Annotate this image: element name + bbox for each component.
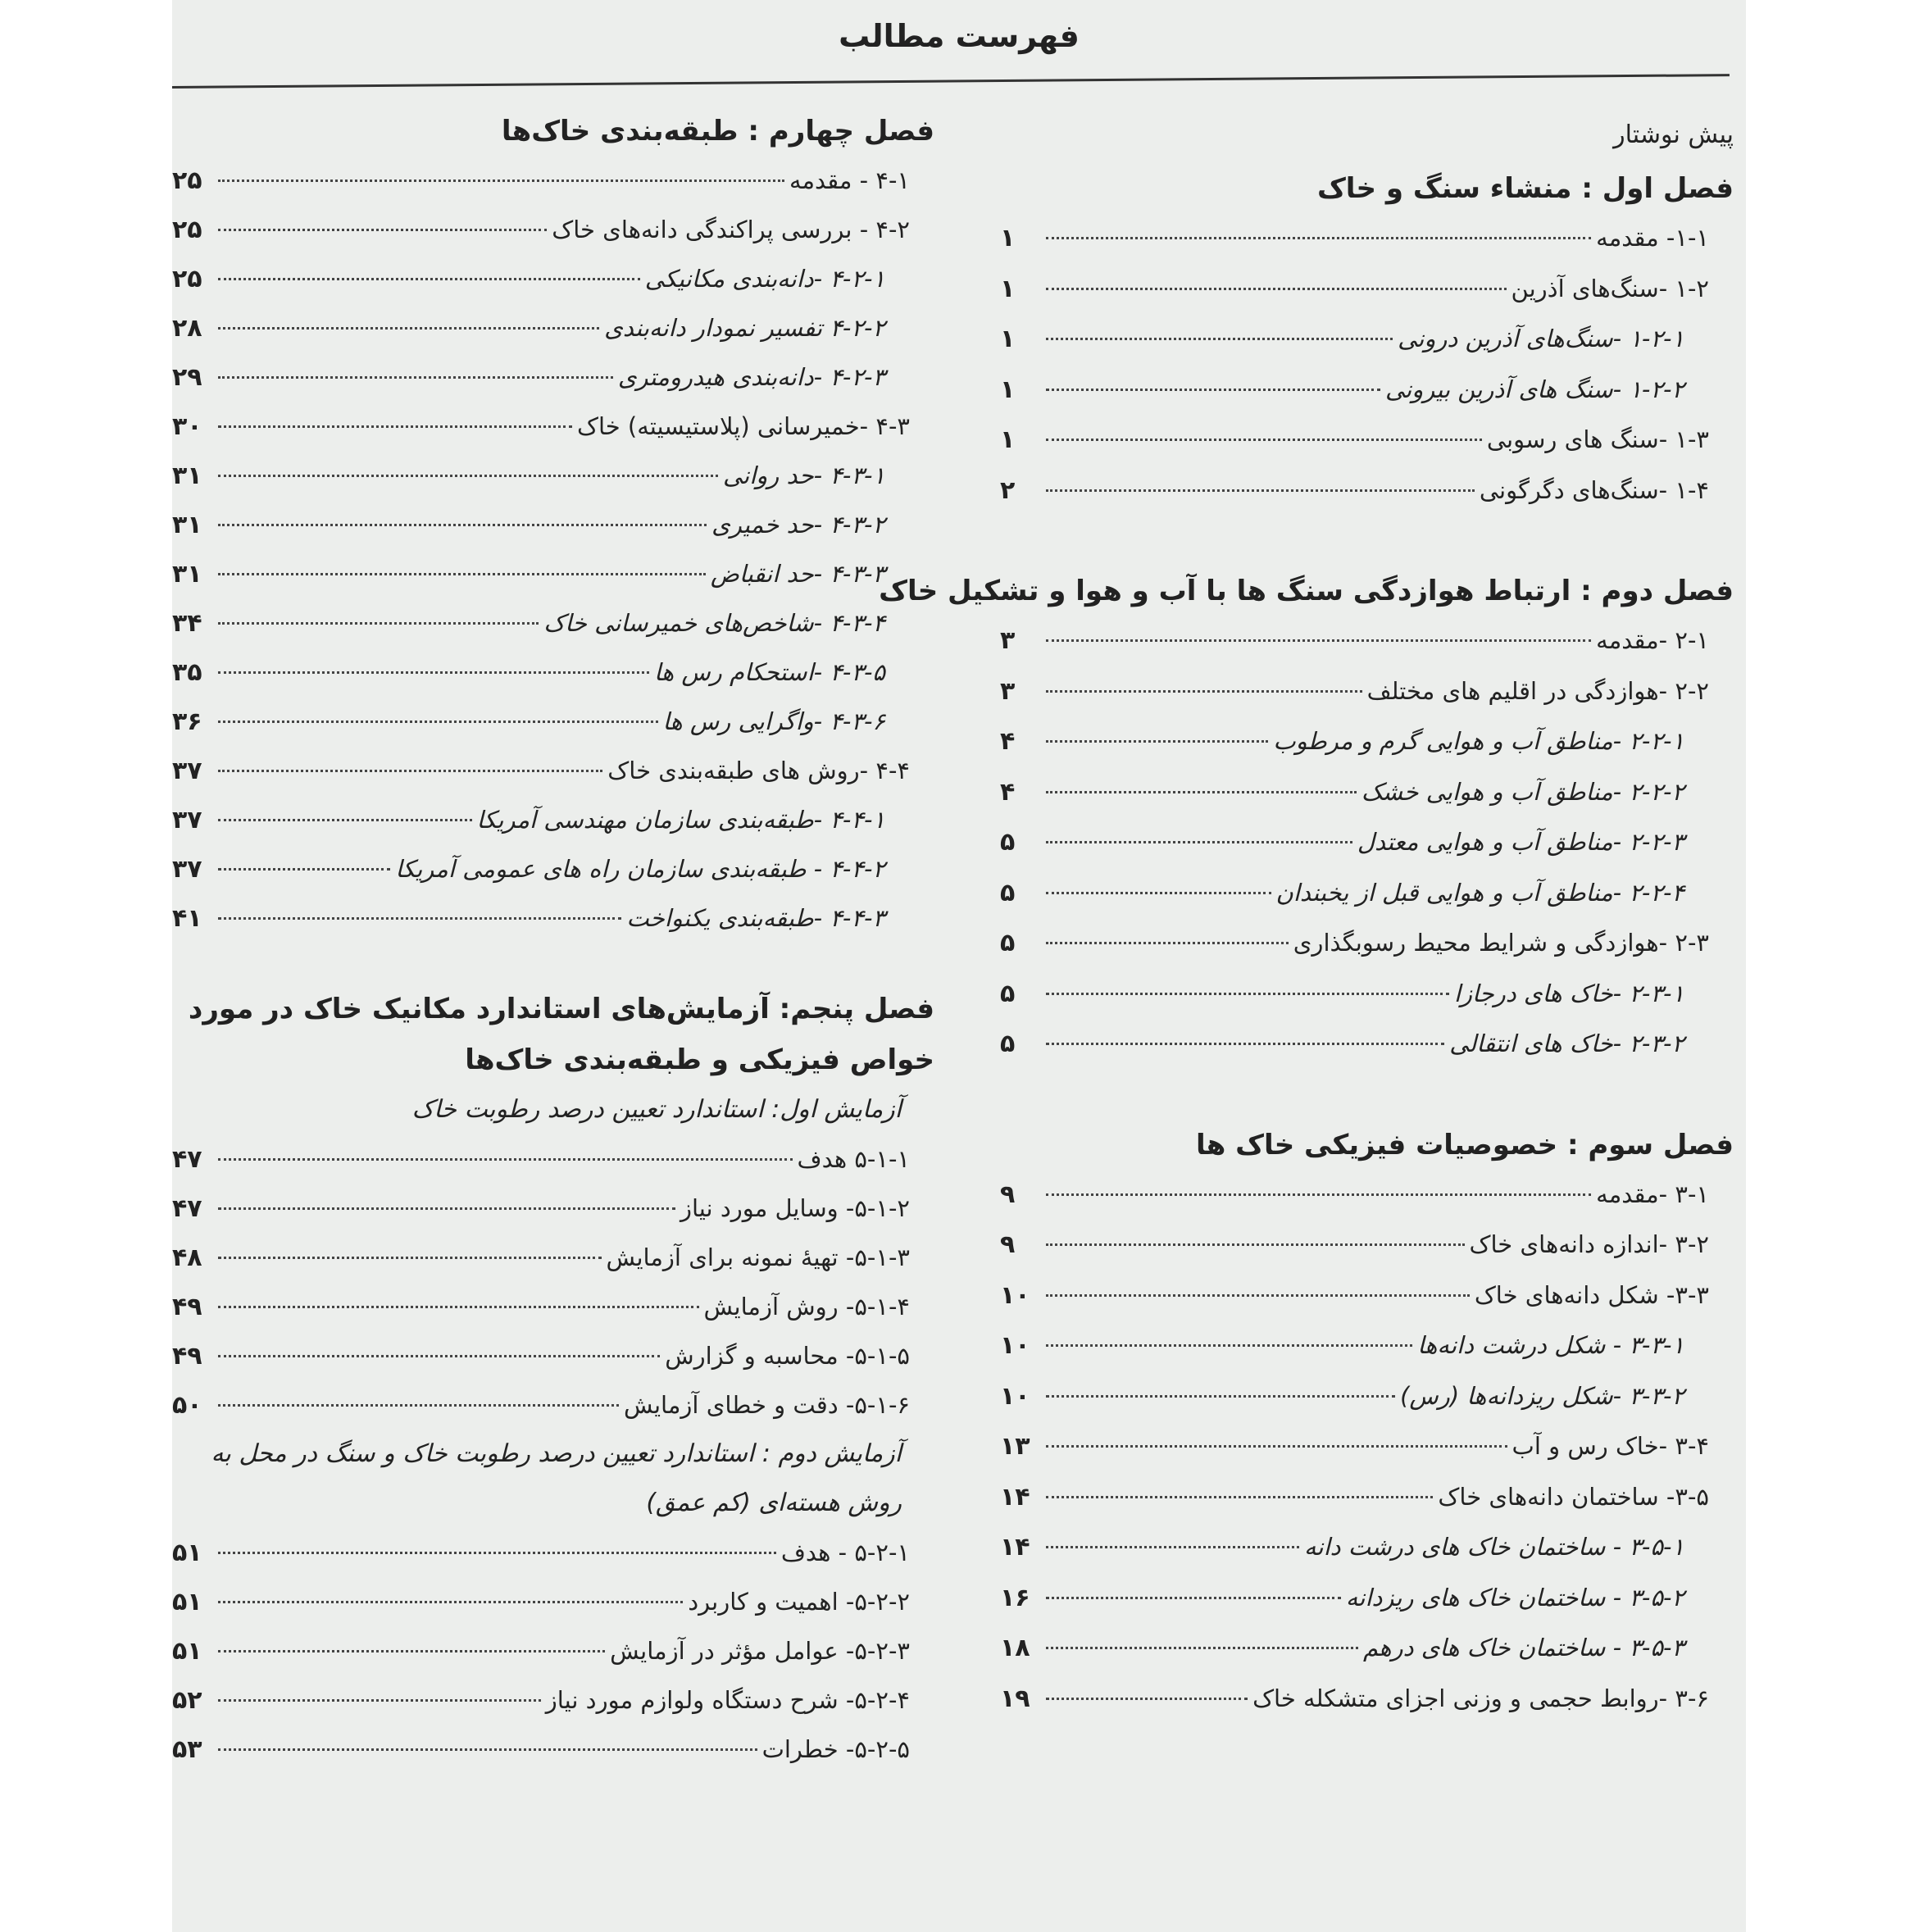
toc-entry [1000,616,1734,666]
toc-entry [1000,1623,1734,1674]
toc-entry [172,1380,934,1430]
dot-leader [1046,389,1380,391]
dot-leader [218,278,640,280]
toc-entry [172,844,934,893]
toc-entry-page: ۲۵ [172,216,202,244]
toc-entry-page: ۱۰ [1000,1331,1030,1360]
toc-entry-label: ۳-۶ -روابط حجمی و وزنی اجزای متشکله خاک [1252,1684,1709,1712]
toc-entry [1000,666,1734,717]
toc-entry [1000,1472,1734,1523]
toc-entry-page: ۳۱ [172,461,202,490]
toc-entry-label: ۲-۲-۴ -مناطق آب و هوایی قبل از یخبندان [1275,878,1684,907]
toc-entry-label: ۲-۳-۲ -خاک های انتقالی [1449,1030,1684,1057]
toc-entry [172,1725,934,1774]
toc-entry [172,1331,934,1380]
toc-entry-label: ۳-۵-۱ - ساختمان خاک های درشت دانه [1304,1533,1684,1561]
toc-entry-label: ۳-۳-۲ -شکل ریزدانه‌ها (رس) [1400,1381,1684,1410]
dot-leader [218,671,649,674]
toc-entry [1000,1371,1734,1422]
dot-leader [218,770,602,772]
toc-entry-page: ۱ [1000,224,1016,252]
toc-entry-page: ۱۳ [1000,1432,1030,1461]
toc-entry [172,402,934,451]
dot-leader [1046,1243,1465,1246]
toc-entry-label: ۴-۳-۱ -حد روانی [722,461,885,489]
toc-entry-label: ۳-۵- ساختمان دانه‌های خاک [1438,1482,1709,1511]
toc-entry [1000,1019,1734,1070]
toc-entry [172,795,934,844]
toc-entry-label: ۴-۳ -خمیرسانی (پلاستیسیته) خاک [576,412,910,440]
dot-leader [1046,942,1289,944]
toc-entry [172,1675,934,1725]
chapter-4-heading: فصل چهارم : طبقه‌بندی خاک‌ها [501,115,934,148]
toc-entry [1000,365,1734,416]
toc-entry-label: ۵-۲-۴- شرح دستگاه ولوازم مورد نیاز [545,1686,910,1714]
toc-entry-page: ۳۵ [172,658,202,687]
test-1-heading: آزمایش اول: استاندارد تعیین درصد رطوبت خاک [411,1095,902,1124]
toc-entry-label: ۱-۲-۱ -سنگ‌های آذرین درونی [1398,325,1684,352]
toc-entry-page: ۲۹ [172,363,202,392]
toc-entry-label: ۵-۲-۵- خطرات [761,1735,910,1763]
toc-entry-page: ۵۰ [172,1391,202,1420]
chapter-3-entries [1000,1170,1734,1725]
toc-entry [1000,1522,1734,1573]
toc-entry [172,1134,934,1184]
toc-entry [1000,1220,1734,1271]
book-page [172,0,1746,1932]
toc-entry-page: ۴۸ [172,1243,202,1272]
toc-entry [1000,1573,1734,1624]
toc-entry-label: ۲-۳ -هوازدگی و شرایط محیط رسوبگذاری [1293,929,1709,957]
toc-entry-page: ۵۳ [172,1735,202,1764]
dot-leader [218,180,784,182]
toc-entry [172,205,934,254]
toc-entry-page: ۲۵ [172,265,202,293]
dot-leader [218,425,572,428]
toc-entry-page: ۲ [1000,475,1016,505]
preface-heading: پیش نوشتار [1613,120,1734,149]
toc-entry-label: ۵-۱-۴- روش آزمایش [703,1293,910,1321]
toc-entry [172,598,934,648]
dot-leader [1046,489,1475,492]
dot-leader [218,721,658,723]
dot-leader [1046,1294,1470,1297]
toc-entry [172,1626,934,1675]
toc-entry-label: ۴-۴-۲ - طبقه‌بندی سازمان راه های عمومی آمریکا [395,855,885,883]
dot-leader [1046,1546,1299,1548]
toc-entry-page: ۴۱ [172,904,202,933]
toc-entry-label: ۴-۳-۵ -استحکام رس ها [654,658,885,686]
toc-entry-label: ۳-۱ -مقدمه [1596,1180,1709,1208]
toc-entry [172,352,934,402]
toc-entry [1000,716,1734,767]
toc-entry-label: ۴-۴-۱ -طبقه‌بندی سازمان مهندسی آمریکا [476,806,885,834]
toc-entry-page: ۱۹ [1000,1684,1030,1713]
toc-entry [1000,466,1734,516]
dot-leader [218,327,599,330]
toc-entry-page: ۱۸ [1000,1634,1030,1662]
dot-leader [218,868,390,871]
toc-entry [1000,918,1734,969]
dot-leader [1046,1193,1591,1196]
chapter-2-entries [1000,616,1734,1070]
toc-entry-label: ۱-۲-۲ -سنگ های آذرین بیرونی [1384,375,1684,403]
toc-entry-page: ۳۷ [172,806,202,834]
toc-entry [1000,868,1734,919]
toc-entry-page: ۵۱ [172,1588,202,1616]
toc-entry-page: ۵ [1000,979,1016,1008]
dot-leader [218,1552,776,1554]
toc-entry-label: ۳-۵-۲ - ساختمان خاک های ریزدانه [1345,1583,1684,1612]
dot-leader [1046,993,1449,995]
toc-entry-page: ۵ [1000,878,1016,907]
toc-entry [1000,969,1734,1020]
toc-entry-label: ۲-۲ -هوازدگی در اقلیم های مختلف [1366,676,1709,705]
toc-entry [172,549,934,598]
test-2-entries [172,1528,934,1774]
dot-leader [218,819,472,821]
toc-entry [172,500,934,549]
dot-leader [1046,639,1591,642]
dot-leader [218,573,706,575]
toc-entry-label: ۴-۳-۴ -شاخص‌های خمیرسانی خاک [543,609,885,637]
dot-leader [218,1207,675,1210]
toc-entry [172,1577,934,1626]
toc-entry [172,1184,934,1233]
toc-entry-page: ۳ [1000,676,1016,706]
toc-entry-label: ۴-۳-۲ -حد خمیری [711,511,885,539]
dot-leader [1046,338,1393,340]
dot-leader [1046,1647,1358,1649]
toc-entry-label: ۱-۳ -سنگ های رسوبی [1486,425,1709,453]
dot-leader [218,1257,602,1259]
toc-entry-page: ۵۱ [172,1637,202,1666]
toc-entry-label: ۴-۴-۳ -طبقه‌بندی یکنواخت [626,904,885,932]
toc-entry-page: ۴۷ [172,1145,202,1174]
dot-leader [218,524,707,526]
toc-entry-label: ۳-۳-۱ - شکل درشت دانه‌ها [1417,1331,1684,1359]
toc-entry [172,1233,934,1282]
toc-entry [1000,1321,1734,1371]
toc-entry-page: ۳۰ [172,412,202,441]
toc-entry [1000,1421,1734,1472]
toc-entry-page: ۱۴ [1000,1533,1030,1562]
test-1-entries [172,1134,934,1430]
dot-leader [218,229,547,231]
toc-entry-label: ۵-۲-۲- اهمیت و کاربرد [688,1588,910,1616]
toc-entry-label: ۲-۲-۳ -مناطق آب و هوایی معتدل [1357,828,1684,856]
toc-entry-label: ۳-۴ -خاک رس و آب [1512,1432,1709,1460]
toc-entry-label: ۵-۱-۵- محاسبه و گزارش [665,1342,910,1370]
toc-entry-page: ۴۹ [172,1293,202,1321]
toc-left-column [172,107,934,1774]
chapter-5-heading: فصل پنجم: آزمایش‌های استاندارد مکانیک خاک در مورد خواص فیزیکی و طبقه‌بندی خاک‌ها [188,993,934,1076]
toc-entry-label: ۴-۳-۶ -واگرایی رس ها [662,707,885,735]
toc-entry-page: ۱۴ [1000,1482,1030,1512]
dot-leader [1046,740,1268,743]
toc-entry-page: ۴ [1000,727,1016,756]
toc-entry-label: ۵-۱-۱ هدف [797,1145,910,1173]
toc-entry-label: ۴-۱ - مقدمه [789,166,910,194]
toc-entry-page: ۳۶ [172,707,202,736]
toc-entry [172,746,934,795]
page-title: فهرست مطالب [839,18,1080,54]
toc-entry-label: ۲-۱ -مقدمه [1596,626,1709,654]
toc-entry [1000,767,1734,818]
toc-entry [1000,1674,1734,1725]
toc-entry [1000,1170,1734,1221]
test-2-heading: آزمایش دوم : استاندارد تعیین درصد رطوبت خاک و سنگ در محل به روش هسته‌ای (کم عمق) [211,1439,902,1517]
toc-entry [1000,817,1734,868]
toc-right-column [879,107,1734,1724]
dot-leader [218,1158,793,1161]
toc-entry-label: ۴-۲-۳ -دانه‌بندی هیدرومتری [617,363,885,391]
toc-entry-page: ۱ [1000,375,1016,404]
toc-entry-label: ۵-۱-۲- وسایل مورد نیاز [680,1194,910,1222]
toc-entry-label: ۵-۲-۱ - هدف [780,1539,910,1566]
toc-entry [1000,314,1734,365]
toc-entry-page: ۹ [1000,1230,1016,1259]
toc-entry [172,1282,934,1331]
toc-entry [172,697,934,746]
dot-leader [218,376,613,379]
toc-entry-page: ۹ [1000,1180,1016,1209]
dot-leader [1046,1395,1395,1398]
dot-leader [1046,791,1357,793]
toc-entry-label: ۵-۱-۳- تهیهٔ نمونه برای آزمایش [606,1243,910,1271]
toc-entry-label: ۱-۱- مقدمه [1596,224,1709,252]
toc-entry [172,648,934,697]
toc-entry-page: ۱۶ [1000,1583,1030,1612]
toc-entry-page: ۴۷ [172,1194,202,1223]
dot-leader [218,1748,757,1751]
toc-entry-label: ۵-۱-۶- دقت و خطای آزمایش [624,1391,910,1419]
toc-entry [172,254,934,303]
chapter-4-entries [172,156,934,943]
toc-entry [172,451,934,500]
dot-leader [1046,288,1507,290]
toc-entry-page: ۵ [1000,828,1016,857]
dot-leader [218,475,718,477]
chapter-1-heading: فصل اول : منشاء سنگ و خاک [1316,172,1734,205]
header-rule [172,74,1730,89]
toc-entry-label: ۴-۲-۱ -دانه‌بندی مکانیکی [644,265,885,293]
dot-leader [1046,1344,1412,1347]
toc-entry-label: ۴-۴ -روش های طبقه‌بندی خاک [607,757,910,784]
toc-entry-label: ۵-۲-۳- عوامل مؤثر در آزمایش [610,1637,910,1665]
dot-leader [218,1355,660,1357]
toc-entry-page: ۳۷ [172,855,202,884]
toc-entry-page: ۵ [1000,929,1016,957]
toc-entry-label: ۳-۳- شکل دانه‌های خاک [1474,1280,1709,1309]
toc-entry-page: ۴۹ [172,1342,202,1371]
toc-entry-label: ۲-۲-۲ -مناطق آب و هوایی خشک [1361,777,1684,806]
toc-entry-page: ۳۷ [172,757,202,785]
toc-entry-label: ۱-۴ -سنگ‌های دگرگونی [1479,475,1709,504]
toc-entry-label: ۲-۳-۱ -خاک های درجازا [1453,979,1684,1007]
toc-entry [172,303,934,352]
dot-leader [1046,1043,1444,1045]
toc-entry-page: ۳۴ [172,609,202,638]
toc-entry-page: ۲۵ [172,166,202,195]
toc-entry [172,893,934,943]
dot-leader [1046,892,1271,894]
toc-entry-page: ۴ [1000,777,1016,807]
toc-entry-page: ۳۱ [172,511,202,539]
toc-entry [172,1528,934,1577]
toc-entry-page: ۱ [1000,274,1016,303]
toc-entry [1000,1271,1734,1321]
dot-leader [1046,439,1482,441]
chapter-2-heading: فصل دوم : ارتباط هوازدگی سنگ ها با آب و هوا و تشکیل خاک [879,575,1734,607]
dot-leader [218,917,621,920]
toc-entry-page: ۵۱ [172,1539,202,1567]
toc-entry-label: ۴-۲-۲ تفسیر نمودار دانه‌بندی [604,314,885,342]
chapter-3-heading: فصل سوم : خصوصیات فیزیکی خاک ها [1195,1128,1734,1161]
toc-entry [1000,415,1734,466]
dot-leader [1046,690,1362,693]
toc-entry [1000,213,1734,264]
toc-entry-page: ۱۰ [1000,1381,1030,1411]
dot-leader [218,1699,541,1702]
toc-entry-page: ۱ [1000,325,1016,353]
toc-entry-page: ۳ [1000,626,1016,655]
dot-leader [218,622,539,625]
toc-entry-page: ۱ [1000,425,1016,454]
dot-leader [1046,1698,1248,1700]
toc-entry-label: ۴-۳-۳ -حد انقباض [710,560,885,588]
toc-entry-page: ۳۱ [172,560,202,589]
toc-entry-page: ۵۲ [172,1686,202,1715]
toc-entry-page: ۱۰ [1000,1280,1030,1310]
toc-entry-label: ۱-۲ -سنگ‌های آذرین [1511,274,1709,302]
toc-entry-label: ۲-۲-۱ -مناطق آب و هوایی گرم و مرطوب [1273,727,1684,755]
toc-entry-label: ۳-۵-۳ - ساختمان خاک های درهم [1363,1634,1684,1662]
toc-entry-page: ۵ [1000,1030,1016,1058]
dot-leader [1046,1445,1507,1448]
toc-entry [172,156,934,205]
dot-leader [1046,1597,1341,1599]
dot-leader [218,1306,699,1308]
dot-leader [218,1650,605,1652]
toc-entry-label: ۳-۲ -اندازه دانه‌های خاک [1469,1230,1709,1258]
toc-entry-label: ۴-۲ - بررسی پراکندگی دانه‌های خاک [552,216,910,243]
chapter-1-entries [1000,213,1734,516]
dot-leader [218,1404,619,1407]
dot-leader [1046,841,1352,843]
dot-leader [1046,1496,1433,1498]
toc-entry [1000,264,1734,315]
toc-entry-page: ۲۸ [172,314,202,343]
dot-leader [1046,237,1591,239]
dot-leader [218,1601,683,1603]
